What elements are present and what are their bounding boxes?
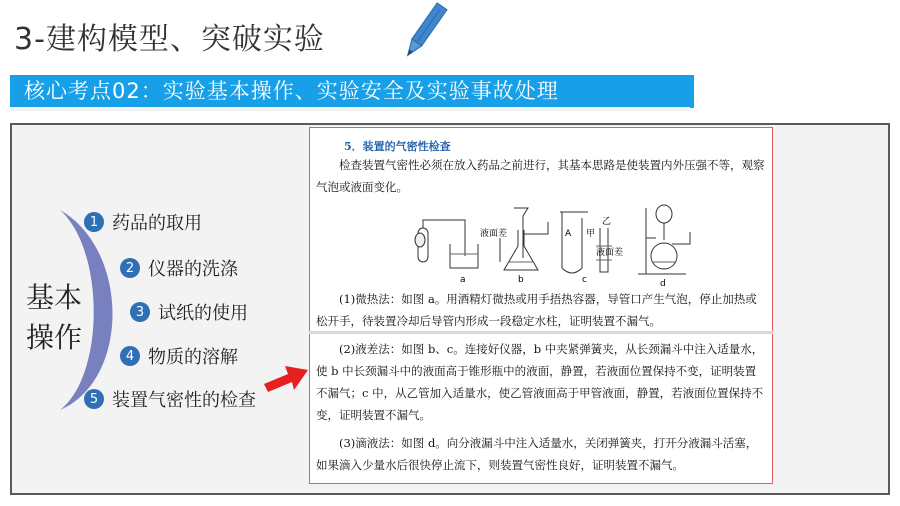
paragraph-microheat: (1)微热法：如图 a。用酒精灯微热或用手捂热容器，导管口产生气泡，停止加热或松开手，待装置冷却后导管内形成一段稳定水柱，证明装置不漏气。	[316, 292, 757, 328]
label-a: a	[460, 275, 466, 285]
label-liquid-diff-c: 液面差	[596, 248, 624, 258]
list-item[interactable]	[120, 342, 238, 370]
label-liquid-diff-b: 液面差	[480, 229, 508, 239]
list-item-label: 物质的溶解	[148, 347, 238, 368]
topic-banner: 核心考点02：实验基本操作、实验安全及实验事故处理	[10, 75, 694, 108]
label-jia: 甲	[586, 229, 596, 239]
list-item[interactable]	[120, 254, 238, 282]
list-item-label: 装置气密性的检查	[112, 390, 256, 411]
red-arrow-icon	[262, 360, 310, 400]
list-item-label: 试纸的使用	[158, 303, 248, 324]
apparatus-d	[638, 205, 690, 274]
number-badge: 3	[130, 302, 150, 322]
apparatus-a	[415, 220, 478, 268]
number-badge: 5	[84, 389, 104, 409]
page-title: 3-建构模型、突破实验	[14, 22, 325, 57]
intro-paragraph: 检查装置气密性必须在放入药品之前进行，其基本思路是使装置内外压强不等，观察气泡或液面变化。	[316, 158, 765, 194]
paragraph-dropping: (3)滴液法：如图 d。向分液漏斗中注入适量水，关闭弹簧夹，打开分液漏斗活塞，如果滴入少量水后很快停止流下，则装置气密性良好，证明装置不漏气。	[316, 436, 758, 472]
list-item-label: 仪器的洗涤	[148, 259, 238, 280]
apparatus-b	[500, 208, 548, 270]
number-badge: 2	[120, 258, 140, 278]
list-item[interactable]	[130, 298, 248, 326]
paragraph-liquid-diff: (2)液差法：如图 b、c。连接好仪器，b 中夹紧弹簧夹，从长颈漏斗中注入适量水，使 b 中长颈漏斗中的液面高于锥形瓶中的液面，静置，若液面位置保持不变，证明装置不漏气；c 中，从乙管加入适量水，使乙管液面高于甲管液面，静置，若液面位置保持不变，证明装置不漏气。	[316, 342, 764, 422]
apparatus-figure	[410, 198, 700, 288]
label-c: c	[582, 275, 587, 285]
list-item-label: 药品的取用	[112, 213, 202, 234]
list-item[interactable]	[84, 208, 202, 236]
label-A: A	[565, 229, 572, 239]
section-heading: 5．装置的气密性检查	[344, 140, 451, 153]
number-badge: 1	[84, 212, 104, 232]
label-b: b	[518, 275, 524, 285]
list-item[interactable]	[84, 385, 256, 413]
basic-operations-label: 基本操作	[26, 281, 83, 354]
number-badge: 4	[120, 346, 140, 366]
label-d: d	[660, 279, 666, 288]
label-yi: 乙	[602, 217, 612, 227]
